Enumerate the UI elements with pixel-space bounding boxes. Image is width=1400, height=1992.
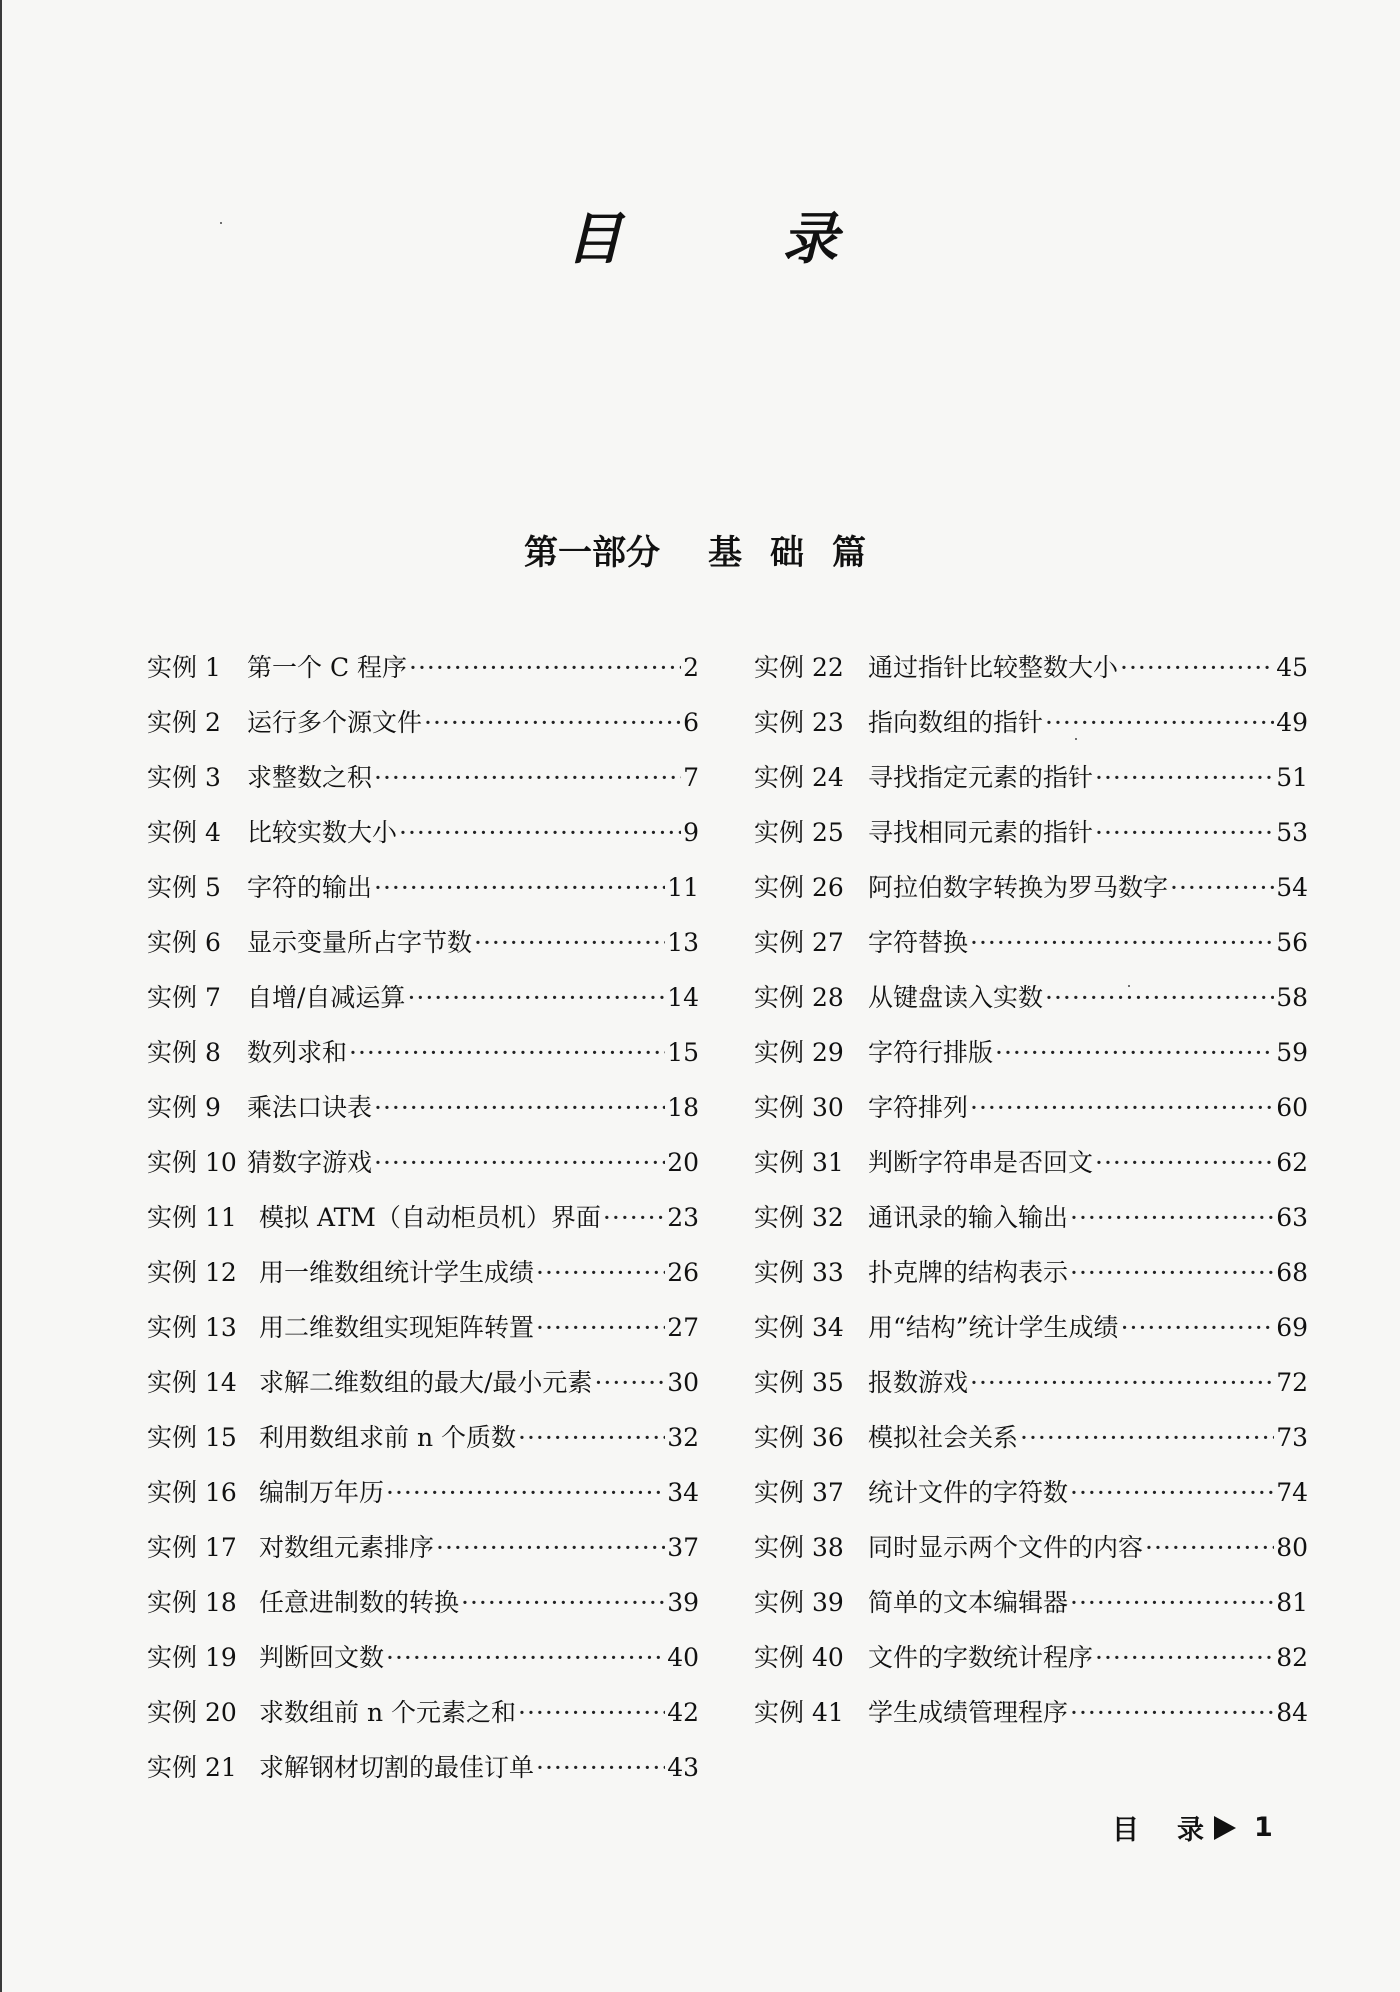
toc-dot-leader	[436, 1533, 665, 1562]
toc-entry-title: 求解二维数组的最大/最小元素	[259, 1368, 593, 1397]
toc-entry-number: 实例 19	[147, 1643, 237, 1672]
toc-dot-leader	[1121, 1313, 1275, 1342]
toc-entry-number: 实例 21	[147, 1753, 237, 1782]
toc-dot-leader	[1095, 818, 1274, 847]
toc-entry-title: 利用数组求前 n 个质数	[259, 1423, 516, 1452]
toc-entry-title: 统计文件的字符数	[868, 1478, 1069, 1507]
toc-entry-page: 72	[1276, 1368, 1308, 1397]
toc-entry-page: 60	[1276, 1093, 1308, 1122]
part-heading-word-2	[694, 533, 880, 573]
toc-entry-title: 通讯录的输入输出	[868, 1203, 1069, 1232]
toc-dot-leader	[474, 928, 665, 957]
toc-entry-title: 字符排列	[868, 1093, 969, 1122]
toc-dot-leader	[1020, 1423, 1274, 1452]
toc-entry-number: 实例 14	[147, 1368, 237, 1397]
toc-entry-page: 62	[1276, 1148, 1308, 1177]
toc-entry-title: 文件的字数统计程序	[868, 1643, 1094, 1672]
toc-dot-leader	[1170, 873, 1274, 902]
toc-entry-number: 实例 26	[754, 873, 844, 902]
toc-entry-number: 实例 4	[147, 818, 221, 847]
toc-dot-leader	[970, 928, 1274, 957]
toc-dot-leader	[374, 763, 681, 792]
toc-dot-leader	[1070, 1588, 1274, 1617]
toc-entry-title: 比较实数大小	[247, 818, 398, 847]
toc-entry-number: 实例 31	[754, 1148, 844, 1177]
toc-entry-title: 字符替换	[868, 928, 969, 957]
toc-entry[interactable]	[754, 1418, 1308, 1473]
toc-entry-page: 43	[667, 1753, 699, 1782]
toc-entry[interactable]	[754, 648, 1308, 703]
part-heading-word-1: 第一部分	[524, 533, 660, 573]
toc-entry-page: 7	[683, 763, 699, 792]
toc-dot-leader	[1095, 763, 1274, 792]
toc-dot-leader	[409, 653, 681, 682]
toc-entry-title: 判断字符串是否回文	[868, 1148, 1094, 1177]
toc-entry-page: 23	[667, 1203, 699, 1232]
toc-entry-page: 18	[667, 1093, 699, 1122]
toc-dot-leader	[1095, 1643, 1274, 1672]
toc-entry-number: 实例 27	[754, 928, 844, 957]
toc-dot-leader	[1045, 708, 1274, 737]
toc-entry-page: 68	[1276, 1258, 1308, 1287]
triangle-right-icon	[1214, 1816, 1236, 1840]
page-title	[2, 195, 1400, 275]
toc-entry-title: 用“结构”统计学生成绩	[868, 1313, 1119, 1342]
toc-entry-page: 53	[1276, 818, 1308, 847]
toc-entry-page: 40	[667, 1643, 699, 1672]
toc-dot-leader	[374, 1148, 665, 1177]
toc-entry-number: 实例 24	[754, 763, 844, 792]
toc-entry-number: 实例 10	[147, 1148, 237, 1177]
toc-entry[interactable]	[754, 813, 1308, 868]
toc-entry-page: 49	[1276, 708, 1308, 737]
toc-entry-page: 37	[667, 1533, 699, 1562]
toc-entry-title: 简单的文本编辑器	[868, 1588, 1069, 1617]
toc-entry[interactable]	[147, 923, 699, 978]
toc-entry-title: 通过指针比较整数大小	[868, 653, 1119, 682]
toc-entry-number: 实例 38	[754, 1533, 844, 1562]
toc-entry[interactable]	[754, 758, 1308, 813]
toc-entry-title: 字符的输出	[247, 873, 373, 902]
toc-entry-page: 45	[1276, 653, 1308, 682]
toc-entry-title: 用一维数组统计学生成绩	[259, 1258, 535, 1287]
toc-entry-number: 实例 36	[754, 1423, 844, 1452]
toc-entry-page: 34	[667, 1478, 699, 1507]
toc-dot-leader	[349, 1038, 665, 1067]
toc-entry-page: 84	[1276, 1698, 1308, 1727]
toc-entry-number: 实例 6	[147, 928, 221, 957]
toc-dot-leader	[970, 1093, 1274, 1122]
toc-entry[interactable]	[754, 1638, 1308, 1693]
toc-entry-title: 字符行排版	[868, 1038, 994, 1067]
toc-entry-title: 寻找相同元素的指针	[868, 818, 1094, 847]
toc-dot-leader	[1070, 1698, 1274, 1727]
toc-dot-leader	[518, 1423, 665, 1452]
toc-dot-leader	[1070, 1203, 1274, 1232]
toc-entry[interactable]	[147, 1143, 699, 1198]
toc-entry[interactable]	[147, 1748, 699, 1803]
toc-entry[interactable]	[147, 978, 699, 1033]
toc-entry[interactable]	[147, 1253, 699, 1308]
toc-entry-page: 74	[1276, 1478, 1308, 1507]
toc-entry[interactable]	[147, 1473, 699, 1528]
toc-column-right	[754, 648, 1308, 1748]
toc-dot-leader	[1070, 1258, 1274, 1287]
toc-entry-number: 实例 18	[147, 1588, 237, 1617]
toc-entry-title: 数列求和	[247, 1038, 348, 1067]
toc-entry[interactable]	[147, 813, 699, 868]
toc-entry-page: 63	[1276, 1203, 1308, 1232]
toc-dot-leader	[461, 1588, 665, 1617]
toc-entry-number: 实例 17	[147, 1533, 237, 1562]
toc-entry-title: 求数组前 n 个元素之和	[259, 1698, 516, 1727]
toc-column-left	[147, 648, 699, 1803]
toc-entry-number: 实例 37	[754, 1478, 844, 1507]
toc-entry-title: 从键盘读入实数	[868, 983, 1044, 1012]
toc-entry-page: 82	[1276, 1643, 1308, 1672]
footer-page-number: 1	[1254, 1812, 1273, 1843]
toc-dot-leader	[536, 1313, 665, 1342]
toc-entry-page: 56	[1276, 928, 1308, 957]
toc-entry-page: 9	[683, 818, 699, 847]
toc-dot-leader	[386, 1478, 665, 1507]
toc-dot-leader	[424, 708, 681, 737]
part-heading	[2, 525, 1400, 574]
toc-entry[interactable]	[147, 1088, 699, 1143]
toc-entry-title: 模拟 ATM（自动柜员机）界面	[259, 1203, 601, 1232]
toc-entry-number: 实例 3	[147, 763, 221, 792]
toc-entry[interactable]	[754, 1253, 1308, 1308]
title-char-2: 录	[782, 207, 838, 272]
toc-entry-page: 27	[667, 1313, 699, 1342]
toc-entry-number: 实例 34	[754, 1313, 844, 1342]
toc-entry-number: 实例 23	[754, 708, 844, 737]
toc-entry-number: 实例 32	[754, 1203, 844, 1232]
toc-entry-title: 第一个 C 程序	[247, 653, 408, 682]
toc-dot-leader	[1045, 983, 1274, 1012]
title-char-1: 目	[566, 207, 622, 272]
toc-entry-number: 实例 7	[147, 983, 221, 1012]
toc-entry-number: 实例 29	[754, 1038, 844, 1067]
toc-entry-page: 14	[667, 983, 699, 1012]
toc-entry-title: 猜数字游戏	[247, 1148, 373, 1177]
toc-entry[interactable]	[754, 1088, 1308, 1143]
toc-entry-number: 实例 28	[754, 983, 844, 1012]
toc-dot-leader	[603, 1203, 665, 1232]
toc-entry[interactable]	[147, 703, 699, 758]
toc-entry[interactable]	[754, 868, 1308, 923]
toc-entry-title: 对数组元素排序	[259, 1533, 435, 1562]
toc-entry-page: 26	[667, 1258, 699, 1287]
toc-entry-page: 54	[1276, 873, 1308, 902]
toc-entry-page: 69	[1276, 1313, 1308, 1342]
toc-entry-title: 同时显示两个文件的内容	[868, 1533, 1144, 1562]
toc-dot-leader	[1095, 1148, 1274, 1177]
toc-dot-leader	[374, 1093, 665, 1122]
toc-entry-title: 阿拉伯数字转换为罗马数字	[868, 873, 1169, 902]
toc-entry[interactable]	[147, 1033, 699, 1088]
toc-entry-title: 编制万年历	[259, 1478, 385, 1507]
toc-entry-number: 实例 40	[754, 1643, 844, 1672]
toc-entry-page: 2	[683, 653, 699, 682]
toc-entry-number: 实例 39	[754, 1588, 844, 1617]
toc-entry-page: 39	[667, 1588, 699, 1617]
toc-entry-page: 42	[667, 1698, 699, 1727]
toc-entry-number: 实例 25	[754, 818, 844, 847]
toc-entry-number: 实例 11	[147, 1203, 237, 1232]
toc-dot-leader	[536, 1753, 665, 1782]
toc-entry-number: 实例 5	[147, 873, 221, 902]
toc-entry[interactable]	[147, 1418, 699, 1473]
toc-entry[interactable]	[754, 1473, 1308, 1528]
toc-entry-page: 30	[667, 1368, 699, 1397]
toc-dot-leader	[970, 1368, 1274, 1397]
toc-entry-title: 指向数组的指针	[868, 708, 1044, 737]
toc-dot-leader	[386, 1643, 665, 1672]
toc-entry[interactable]	[147, 1528, 699, 1583]
toc-entry[interactable]	[147, 1638, 699, 1693]
toc-entry[interactable]	[147, 868, 699, 923]
toc-entry-page: 59	[1276, 1038, 1308, 1067]
toc-dot-leader	[407, 983, 665, 1012]
toc-entry-title: 求解钢材切割的最佳订单	[259, 1753, 535, 1782]
toc-dot-leader	[536, 1258, 665, 1287]
toc-dot-leader	[995, 1038, 1274, 1067]
toc-entry-number: 实例 9	[147, 1093, 221, 1122]
part-heading-char: 篇	[832, 533, 866, 573]
toc-entry-number: 实例 13	[147, 1313, 237, 1342]
toc-dot-leader	[374, 873, 665, 902]
toc-entry-number: 实例 35	[754, 1368, 844, 1397]
toc-entry-title: 判断回文数	[259, 1643, 385, 1672]
toc-entry-title: 寻找指定元素的指针	[868, 763, 1094, 792]
toc-entry[interactable]	[147, 1363, 699, 1418]
toc-entry-title: 求整数之积	[247, 763, 373, 792]
footer-label-char: 目	[1112, 1815, 1139, 1846]
toc-entry[interactable]	[754, 1363, 1308, 1418]
toc-entry[interactable]	[754, 1308, 1308, 1363]
toc-entry-page: 13	[667, 928, 699, 957]
toc-entry-number: 实例 41	[754, 1698, 844, 1727]
toc-dot-leader	[1070, 1478, 1274, 1507]
toc-entry-page: 51	[1276, 763, 1308, 792]
toc-dot-leader	[518, 1698, 665, 1727]
toc-entry-number: 实例 8	[147, 1038, 221, 1067]
toc-entry[interactable]	[754, 1033, 1308, 1088]
part-heading-char: 础	[770, 533, 804, 573]
toc-entry[interactable]	[147, 758, 699, 813]
toc-entry-title: 扑克牌的结构表示	[868, 1258, 1069, 1287]
part-heading-char: 基	[708, 533, 742, 573]
toc-entry-number: 实例 1	[147, 653, 221, 682]
toc-entry[interactable]	[754, 1693, 1308, 1748]
toc-entry-title: 任意进制数的转换	[259, 1588, 460, 1617]
toc-entry-page: 73	[1276, 1423, 1308, 1452]
toc-entry-page: 81	[1276, 1588, 1308, 1617]
toc-entry-title: 显示变量所占字节数	[247, 928, 473, 957]
toc-entry-title: 自增/自减运算	[247, 983, 406, 1012]
toc-entry-page: 6	[683, 708, 699, 737]
toc-entry[interactable]	[754, 923, 1308, 978]
toc-entry[interactable]	[147, 1583, 699, 1638]
toc-entry-title: 模拟社会关系	[868, 1423, 1019, 1452]
footer-label	[1112, 1808, 1214, 1847]
footer-label-char: 录	[1177, 1815, 1204, 1846]
toc-entry[interactable]	[754, 1583, 1308, 1638]
toc-entry-number: 实例 15	[147, 1423, 237, 1452]
toc-dot-leader	[594, 1368, 665, 1397]
toc-entry[interactable]	[754, 1143, 1308, 1198]
toc-entry[interactable]	[754, 1198, 1308, 1253]
toc-entry-number: 实例 22	[754, 653, 844, 682]
toc-entry-title: 报数游戏	[868, 1368, 969, 1397]
toc-entry-page: 11	[667, 873, 699, 902]
toc-entry[interactable]	[754, 1528, 1308, 1583]
toc-entry[interactable]	[147, 1308, 699, 1363]
toc-entry-number: 实例 20	[147, 1698, 237, 1727]
toc-entry-number: 实例 16	[147, 1478, 237, 1507]
toc-entry-title: 运行多个源文件	[247, 708, 423, 737]
toc-entry-number: 实例 30	[754, 1093, 844, 1122]
toc-entry-title: 乘法口诀表	[247, 1093, 373, 1122]
toc-entry-number: 实例 2	[147, 708, 221, 737]
toc-entry-number: 实例 33	[754, 1258, 844, 1287]
toc-entry[interactable]	[147, 1693, 699, 1748]
toc-entry[interactable]	[754, 703, 1308, 758]
toc-entry[interactable]	[147, 1198, 699, 1253]
toc-entry-page: 15	[667, 1038, 699, 1067]
toc-entry[interactable]	[754, 978, 1308, 1033]
toc-dot-leader	[399, 818, 681, 847]
toc-entry-page: 32	[667, 1423, 699, 1452]
toc-dot-leader	[1145, 1533, 1274, 1562]
toc-entry-title: 学生成绩管理程序	[868, 1698, 1069, 1727]
page-footer	[1112, 1808, 1273, 1847]
toc-entry-page: 20	[667, 1148, 699, 1177]
toc-entry[interactable]	[147, 648, 699, 703]
toc-entry-number: 实例 12	[147, 1258, 237, 1287]
toc-entry-page: 58	[1276, 983, 1308, 1012]
toc-entry-page: 80	[1276, 1533, 1308, 1562]
toc-entry-title: 用二维数组实现矩阵转置	[259, 1313, 535, 1342]
toc-dot-leader	[1120, 653, 1274, 682]
